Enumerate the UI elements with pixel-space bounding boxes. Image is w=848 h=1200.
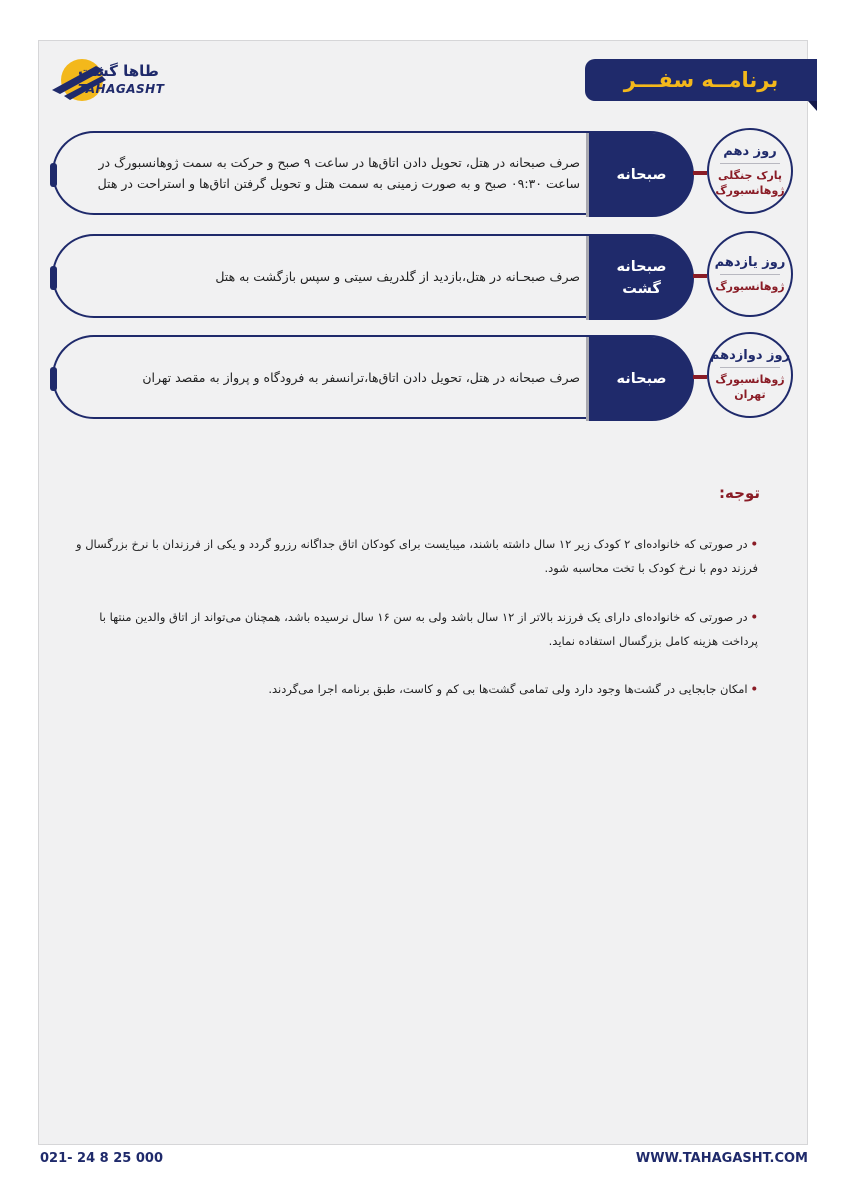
- day-badge: [707, 128, 793, 214]
- note-text: در صورتی که خانواده‌ای دارای یک فرزند بالاتر از ۱۲ سال باشد ولی به سن ۱۶ سال نرسیده باشد، همچنان می‌تواند از اتاق والدین منتها با پرداخت هزینه کامل بزرگسال استفاده نماید.: [99, 610, 758, 648]
- day-place: ژوهانسبورگ تهران: [715, 373, 785, 401]
- note-text: امکان جابجایی در گشت‌ها وجود دارد ولی تمامی گشت‌ها بی کم و کاست، طبق برنامه اجرا می‌گردند.: [268, 682, 748, 696]
- day-place: پارک جنگلی ژوهانسبورگ: [715, 169, 785, 197]
- divider: [720, 163, 780, 164]
- pill-marker: [50, 266, 57, 290]
- day-description-pill: [52, 335, 692, 419]
- logo-name-fa: طاها گشت: [78, 62, 159, 80]
- meal-tab: صبحانه: [586, 337, 694, 421]
- logo-name-en: TAHAGASHT: [78, 82, 165, 96]
- note-text: در صورتی که خانواده‌ای ۲ کودک زیر ۱۲ سال داشته باشند، میبایست برای کودکان اتاق جداگانه رزرو گردد و یکی از فرزندان با نرخ بزرگسال و فرزند دوم با نرخ کودک با تخت محاسبه شود.: [75, 537, 758, 575]
- day-description: صرف صبحـانه در هتل،بازدید از گلدریف سیتی و سپس بازگشت به هتل: [215, 268, 580, 284]
- connector: [693, 171, 707, 175]
- day-row: [52, 234, 797, 320]
- title-banner-fold: [808, 101, 817, 111]
- notes-title: توجه:: [719, 484, 760, 502]
- bullet-icon: •: [750, 610, 758, 624]
- meal-tab: صبحانه: [586, 133, 694, 217]
- divider: [720, 367, 780, 368]
- bullet-icon: •: [750, 537, 758, 551]
- day-description-pill: [52, 234, 692, 318]
- connector: [693, 375, 707, 379]
- day-description: صرف صبحانه در هتل، تحویل دادن اتاق‌ها،ترانسفر به فرودگاه و پرواز به مقصد تهران: [142, 369, 580, 385]
- day-name: روز دهم: [723, 144, 777, 159]
- note-item: [70, 677, 758, 701]
- page-title: برنامــه سفـــر: [623, 68, 779, 92]
- divider: [720, 274, 780, 275]
- note-item: [70, 532, 758, 580]
- day-row: [52, 131, 797, 217]
- bullet-icon: •: [750, 682, 758, 696]
- meal-tab: صبحانه گشت: [586, 236, 694, 320]
- pill-marker: [50, 367, 57, 391]
- day-description-pill: [52, 131, 692, 215]
- day-badge: [707, 332, 793, 418]
- pill-marker: [50, 163, 57, 187]
- title-banner: [585, 59, 817, 101]
- footer-website: WWW.TAHAGASHT.COM: [635, 1151, 808, 1166]
- day-name: روز دوازدهم: [709, 348, 791, 363]
- day-description: صرف صبحانه در هتل، تحویل دادن اتاق‌ها در ساعت ۹ صبح و حرکت به سمت ژوهانسبورگ در ساعت ۰۹:۳۰ صبح و به صورت زمینی به سمت هتل و تحویل گرفتن اتاق‌ها و استراحت در هتل: [97, 155, 580, 191]
- day-badge: [707, 231, 793, 317]
- day-place: ژوهانسبورگ: [715, 279, 785, 293]
- day-name: روز یازدهم: [714, 254, 786, 270]
- connector: [693, 274, 707, 278]
- footer-phone: 021- 24 8 25 000: [40, 1151, 163, 1166]
- note-item: [70, 605, 758, 653]
- day-row: [52, 335, 797, 421]
